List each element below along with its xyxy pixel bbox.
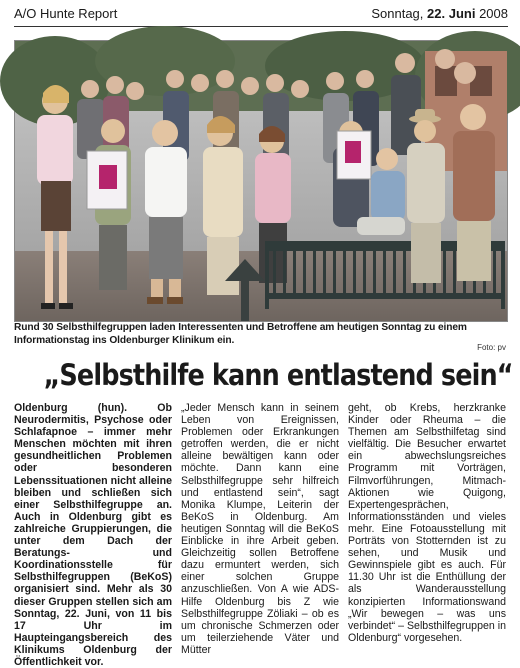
date-year: 2008 [479, 6, 508, 21]
date-day: Sonntag, [371, 6, 424, 21]
article-column-2 [181, 402, 339, 658]
column-2-text: „Jeder Mensch kann in seinem Leben von Ereignissen, Problemen oder Erkrankungen getroffen werden, die er nicht alleine bewältigen kann oder möchte. Dann kann eine Selbsthilfegruppe sehr hilfreich und entlastend sein“, sagt Monika Klumpe, Leiterin der BeKoS in Oldenburg. Am heutigen Sonntag will die BeKoS Einblicke in ihre Arbeit geben. Gleichzeitig sollen Betroffene dazu ermuntert werden, sich einer solchen Gruppe anzuschließen. Von A wie ADS-Hilfe Oldenburg bis Z wie Selbsthilfegruppe Zöliaki – ob es um chronische Schmerzen oder um teilerziehende Väter und Mütter [181, 402, 339, 656]
photo-caption: Rund 30 Selbsthilfegruppen laden Interessenten und Betroffene am heutigen Sonntag zu einem Informationstag ins Oldenburger Klinikum ein. [14, 322, 467, 346]
section-title: A/O Hunte Report [14, 6, 118, 21]
column-1-text: Oldenburg (hun). Ob Neurodermitis, Psychose oder Schlafapnoe – immer mehr Menschen möchten mit ihren gesundheitlichen Problemen oder besonderen Lebenssituationen nicht alleine bleiben und schließen sich einer Selbsthilfegruppe an. Auch in Oldenburg gibt es zahlreiche Gruppierungen, die unter dem Dach der Beratungs- und Koordinationsstelle für Selbsthilfegruppen (BeKoS) organisiert sind. Mehr als 30 dieser Gruppen stellen sich am Sonntag, 22. Juni, von 11 bis 17 Uhr im Haupteingangsbereich des Klinikums Oldenburg der Öffentlichkeit vor. [14, 402, 172, 668]
article-headline: „Selbsthilfe kann entlastend sein“ [43, 358, 513, 392]
photo-credit: Foto: pv [477, 343, 506, 352]
issue-date [371, 6, 508, 21]
group-photo-illustration [15, 41, 507, 321]
group-photo [14, 40, 508, 322]
date-main: 22. Juni [427, 6, 476, 21]
column-3-text: geht, ob Krebs, herzkranke Kinder oder Rheuma – die Themen am Selbsthilfetag sind vielfältig. Die Besucher erwartet ein abwechslungsreiches Programm mit Vorträgen, Filmvorführungen, Mitmach-Aktionen wie Quigong, Expertengesprächen, Informationsständen und vieles mehr. Eine Fotoausstellung mit Porträts von Stotternden ist zu sehen, und Musik und Gewinnspiele gibt es auch. Für 11.30 Uhr ist die Enthüllung der als Wanderausstellung konzipierten Informationswand „Wir bewegen – was uns verbindet“ – Selbsthilfegruppen in Oldenburg“ vorgesehen. [348, 402, 506, 644]
article-column-1 [14, 402, 172, 668]
article-column-3 [348, 402, 506, 658]
article-body [14, 402, 506, 668]
page-header [14, 4, 508, 27]
